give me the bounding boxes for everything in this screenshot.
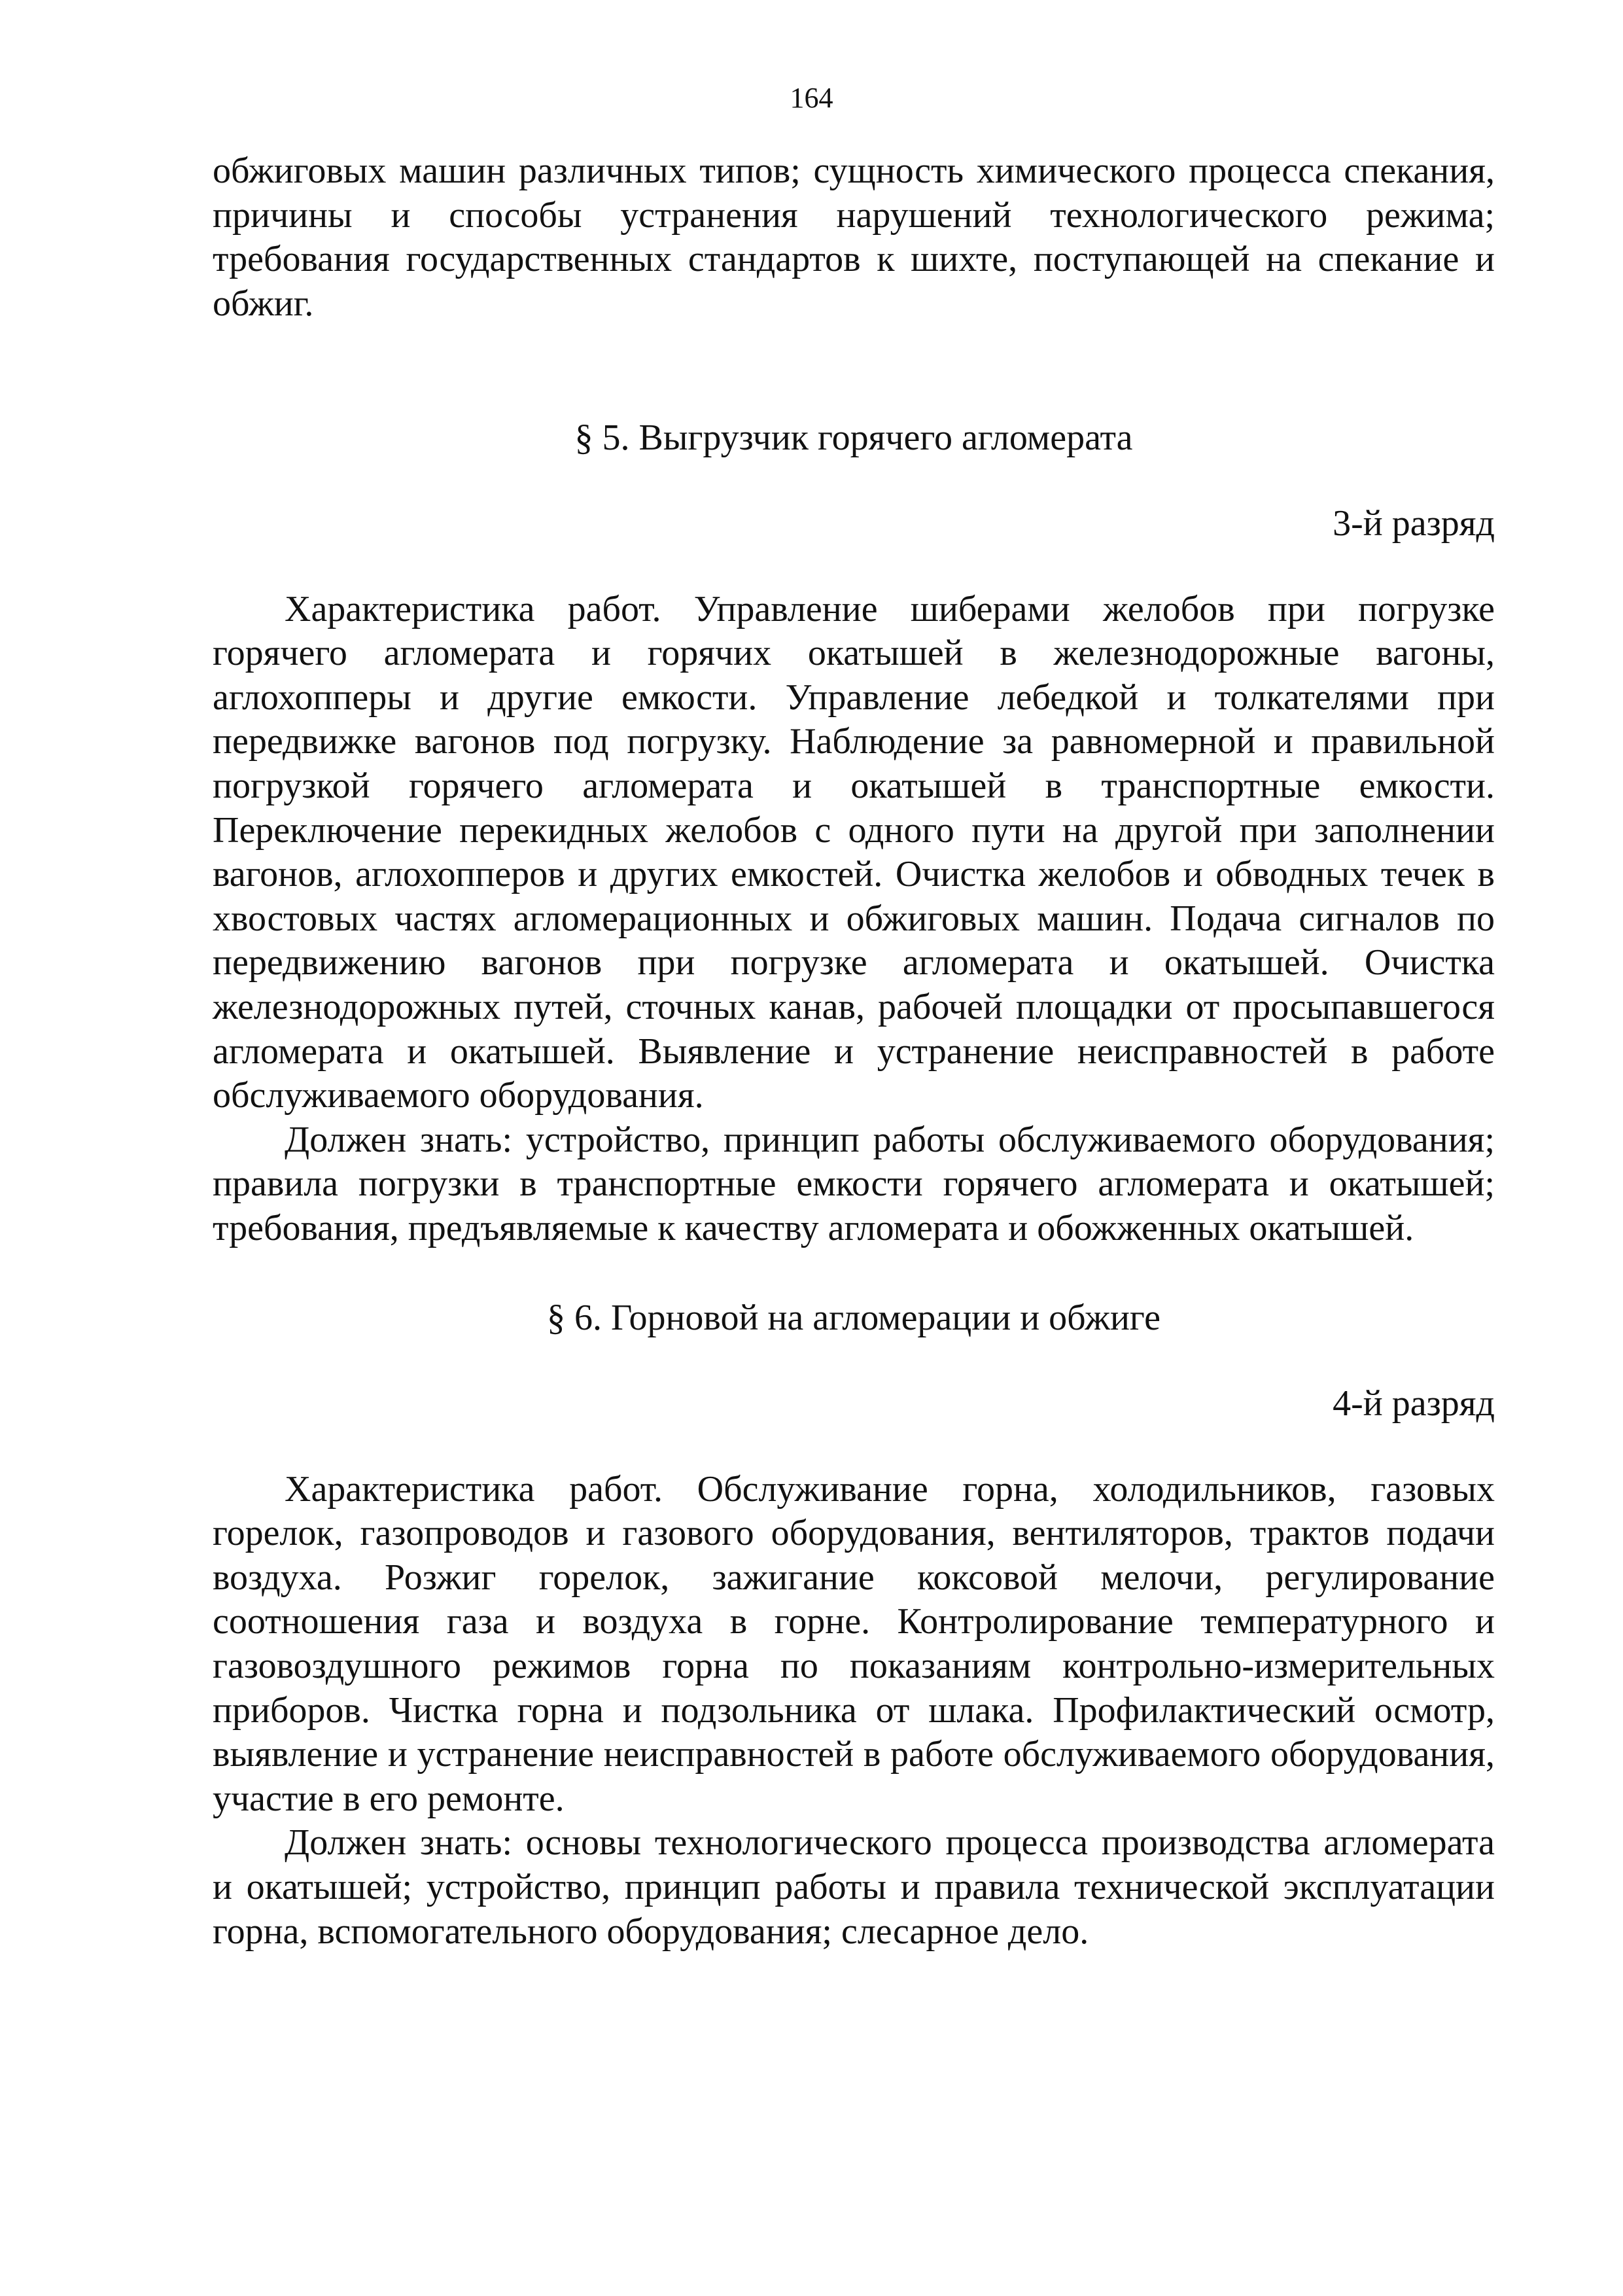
section-grade: 4-й разряд [1333, 1383, 1495, 1424]
characteristics-paragraph: Характеристика работ. Обслуживание горна, холодильников, газовых горелок, газопроводов и газового оборудования, вентиляторов, трактов подачи воздуха. Розжиг горелок, зажигание коксовой мелочи, регулирование соотношения газа и воздуха в горне. Контролирование температурного и газовоздушного режимов горна по показаниям контрольно-измерительных приборов. Чистка горна и подзольника от шлака. Профилактический осмотр, выявление и устранение неисправностей в работе обслуживаемого оборудования, участие в его ремонте. [213, 1468, 1495, 1819]
section-title: § 6. Горновой на агломерации и обжиге [547, 1298, 1161, 1339]
document-body [213, 149, 1495, 1954]
must-know-paragraph: Должен знать: устройство, принцип работы обслуживаемого оборудования; правила погрузки в транспортные емкости горячего агломерата и окатышей; требования, предъявляемые к качеству агломерата и обожженных окатышей. [213, 1119, 1495, 1248]
must-know-paragraph: Должен знать: основы технологического процесса производства агломерата и окатышей; устройство, принцип работы и правила технической эксплуатации горна, вспомогательного оборудования; слесарное дело. [213, 1822, 1495, 1952]
section-grade: 3-й разряд [1333, 503, 1495, 544]
section-6 [213, 1296, 1495, 1954]
characteristics-paragraph: Характеристика работ. Управление шиберами желобов при погрузке горячего агломерата и горячих окатышей в железнодорожные вагоны, аглохопперы и другие емкости. Управление лебедкой и толкателями при передвижке вагонов под погрузку. Наблюдение за равномерной и правильной погрузкой горячего агломерата и окатышей в транспортные емкости. Переключение перекидных желобов с одного пути на другой при заполнении вагонов, аглохопперов и других емкостей. Очистка желобов и обводных течек в хвостовых частях агломерационных и обжиговых машин. Подача сигналов по передвижению вагонов при погрузке агломерата и окатышей. Очистка железнодорожных путей, сточных канав, рабочей площадки от просыпавшегося агломерата и окатышей. Выявление и устранение неисправностей в работе обслуживаемого оборудования. [213, 588, 1495, 1116]
section-5 [213, 416, 1495, 1250]
page-number: 164 [790, 82, 833, 114]
intro-paragraph: обжиговых машин различных типов; сущность химического процесса спекания, причины и способы устранения нарушений технологического режима; требования государственных стандартов к шихте, поступающей на спекание и обжиг. [213, 150, 1495, 324]
section-title: § 5. Выгрузчик горячего агломерата [574, 417, 1133, 459]
